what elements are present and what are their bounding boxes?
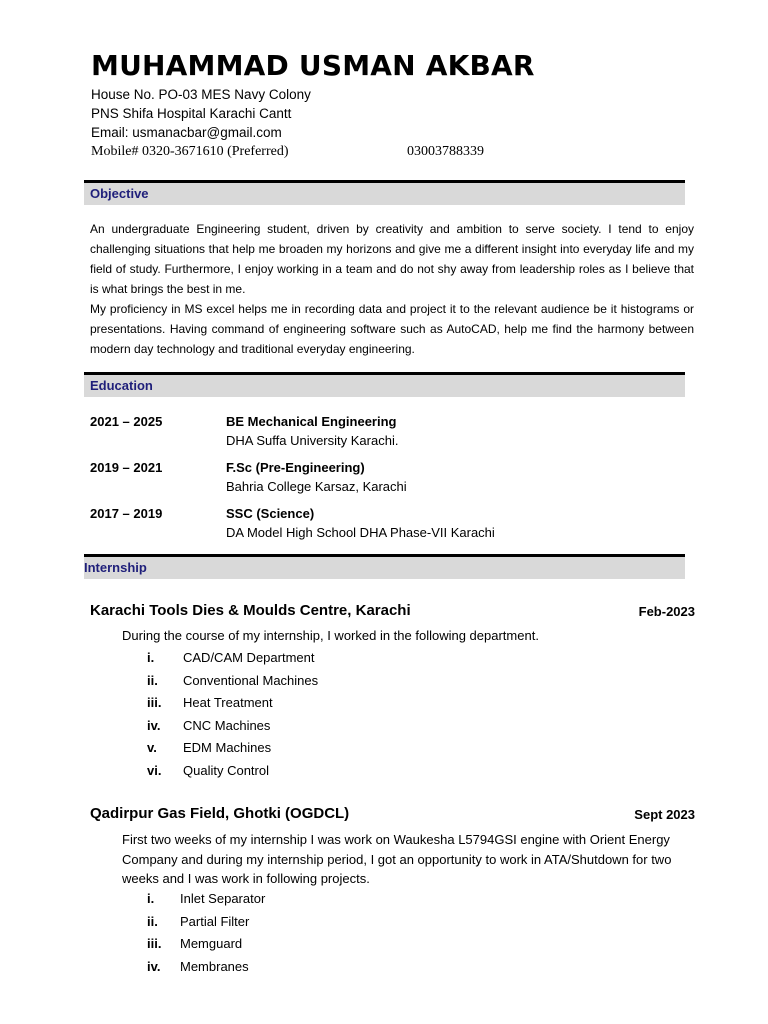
education-institution: DA Model High School DHA Phase-VII Karachi: [226, 525, 495, 540]
education-institution: Bahria College Karsaz, Karachi: [226, 479, 407, 494]
education-institution: DHA Suffa University Karachi.: [226, 433, 399, 448]
list-number: iv.: [147, 958, 161, 974]
list-number: i.: [147, 891, 155, 906]
internship-description: First two weeks of my internship I was work on Waukesha L5794GSI engine with Orient Energy Company and during my internship period, I got an opportunity to work in ATA/Shutdown for two weeks and I was work in following projects.: [122, 832, 672, 886]
education-degree: F.Sc (Pre-Engineering): [226, 460, 365, 475]
internship-heading: Internship: [84, 560, 147, 575]
list-label: CNC Machines: [183, 717, 271, 733]
objective-heading-bar: [84, 183, 685, 205]
mobile-line: [91, 142, 484, 161]
list-label: Conventional Machines: [183, 672, 319, 688]
objective-text: [90, 219, 694, 359]
email-line: Email: usmanacbar@gmail.com: [91, 125, 282, 140]
list-label: Heat Treatment: [183, 695, 273, 710]
internship-company: Qadirpur Gas Field, Ghotki (OGDCL): [90, 805, 350, 822]
education-heading: Education: [90, 378, 153, 393]
list-label: Inlet Separator: [180, 891, 266, 906]
list-number: ii.: [147, 913, 158, 929]
list-number: iii.: [147, 936, 162, 951]
list-number: ii.: [147, 672, 158, 688]
objective-heading: Objective: [90, 186, 149, 201]
list-label: Quality Control: [183, 762, 269, 778]
candidate-name: MUHAMMAD USMAN AKBAR: [91, 49, 535, 82]
internship-heading-bar: [84, 557, 685, 579]
list-number: v.: [147, 740, 157, 755]
mobile-alternate: 03003788339: [407, 144, 484, 159]
objective-paragraph-1: An undergraduate Engineering student, driven by creativity and ambition to serve society. I tend to enjoy challenging situations that help me broaden my horizons and give me a different insight into everyday life and my field of study. Furthermore, I enjoy working in a team and do not shy away from leadership roles as I believe that is what brings the best in me.: [90, 222, 694, 296]
education-details: [226, 412, 398, 450]
list-number: i.: [147, 650, 155, 665]
address-line-1: House No. PO-03 MES Navy Colony: [91, 87, 311, 102]
internship-company: Karachi Tools Dies & Moulds Centre, Karachi: [90, 602, 411, 619]
education-years: 2021 – 2025: [90, 414, 163, 429]
list-number: vi.: [147, 762, 162, 778]
education-degree: BE Mechanical Engineering: [226, 414, 397, 429]
education-years: 2019 – 2021: [90, 460, 163, 475]
education-heading-bar: [84, 375, 685, 397]
mobile-preferred: Mobile# 0320-3671610 (Preferred): [91, 144, 289, 159]
list-number: iv.: [147, 717, 161, 733]
education-details: [226, 504, 495, 542]
list-label: Membranes: [180, 958, 249, 974]
education-details: [226, 458, 407, 496]
education-degree: SSC (Science): [226, 506, 315, 521]
list-number: iii.: [147, 695, 162, 710]
internship-date: Feb-2023: [638, 604, 695, 619]
education-years: 2017 – 2019: [90, 506, 163, 521]
list-label: Memguard: [180, 936, 243, 951]
address-line-2: PNS Shifa Hospital Karachi Cantt: [91, 106, 292, 121]
internship-header: [90, 805, 695, 827]
list-label: Partial Filter: [180, 913, 250, 929]
internship-description: During the course of my internship, I worked in the following department.: [122, 628, 539, 643]
list-label: EDM Machines: [183, 740, 272, 755]
internship-date: Sept 2023: [634, 807, 695, 822]
internship-header: [90, 602, 695, 624]
list-label: CAD/CAM Department: [183, 650, 315, 665]
contact-block: [91, 85, 484, 161]
objective-paragraph-2: My proficiency in MS excel helps me in recording data and project it to the relevant audience be it histograms or presentations. Having command of engineering software such as AutoCAD, help me find the harmony between modern day technology and traditional everyday engineering.: [90, 302, 694, 356]
